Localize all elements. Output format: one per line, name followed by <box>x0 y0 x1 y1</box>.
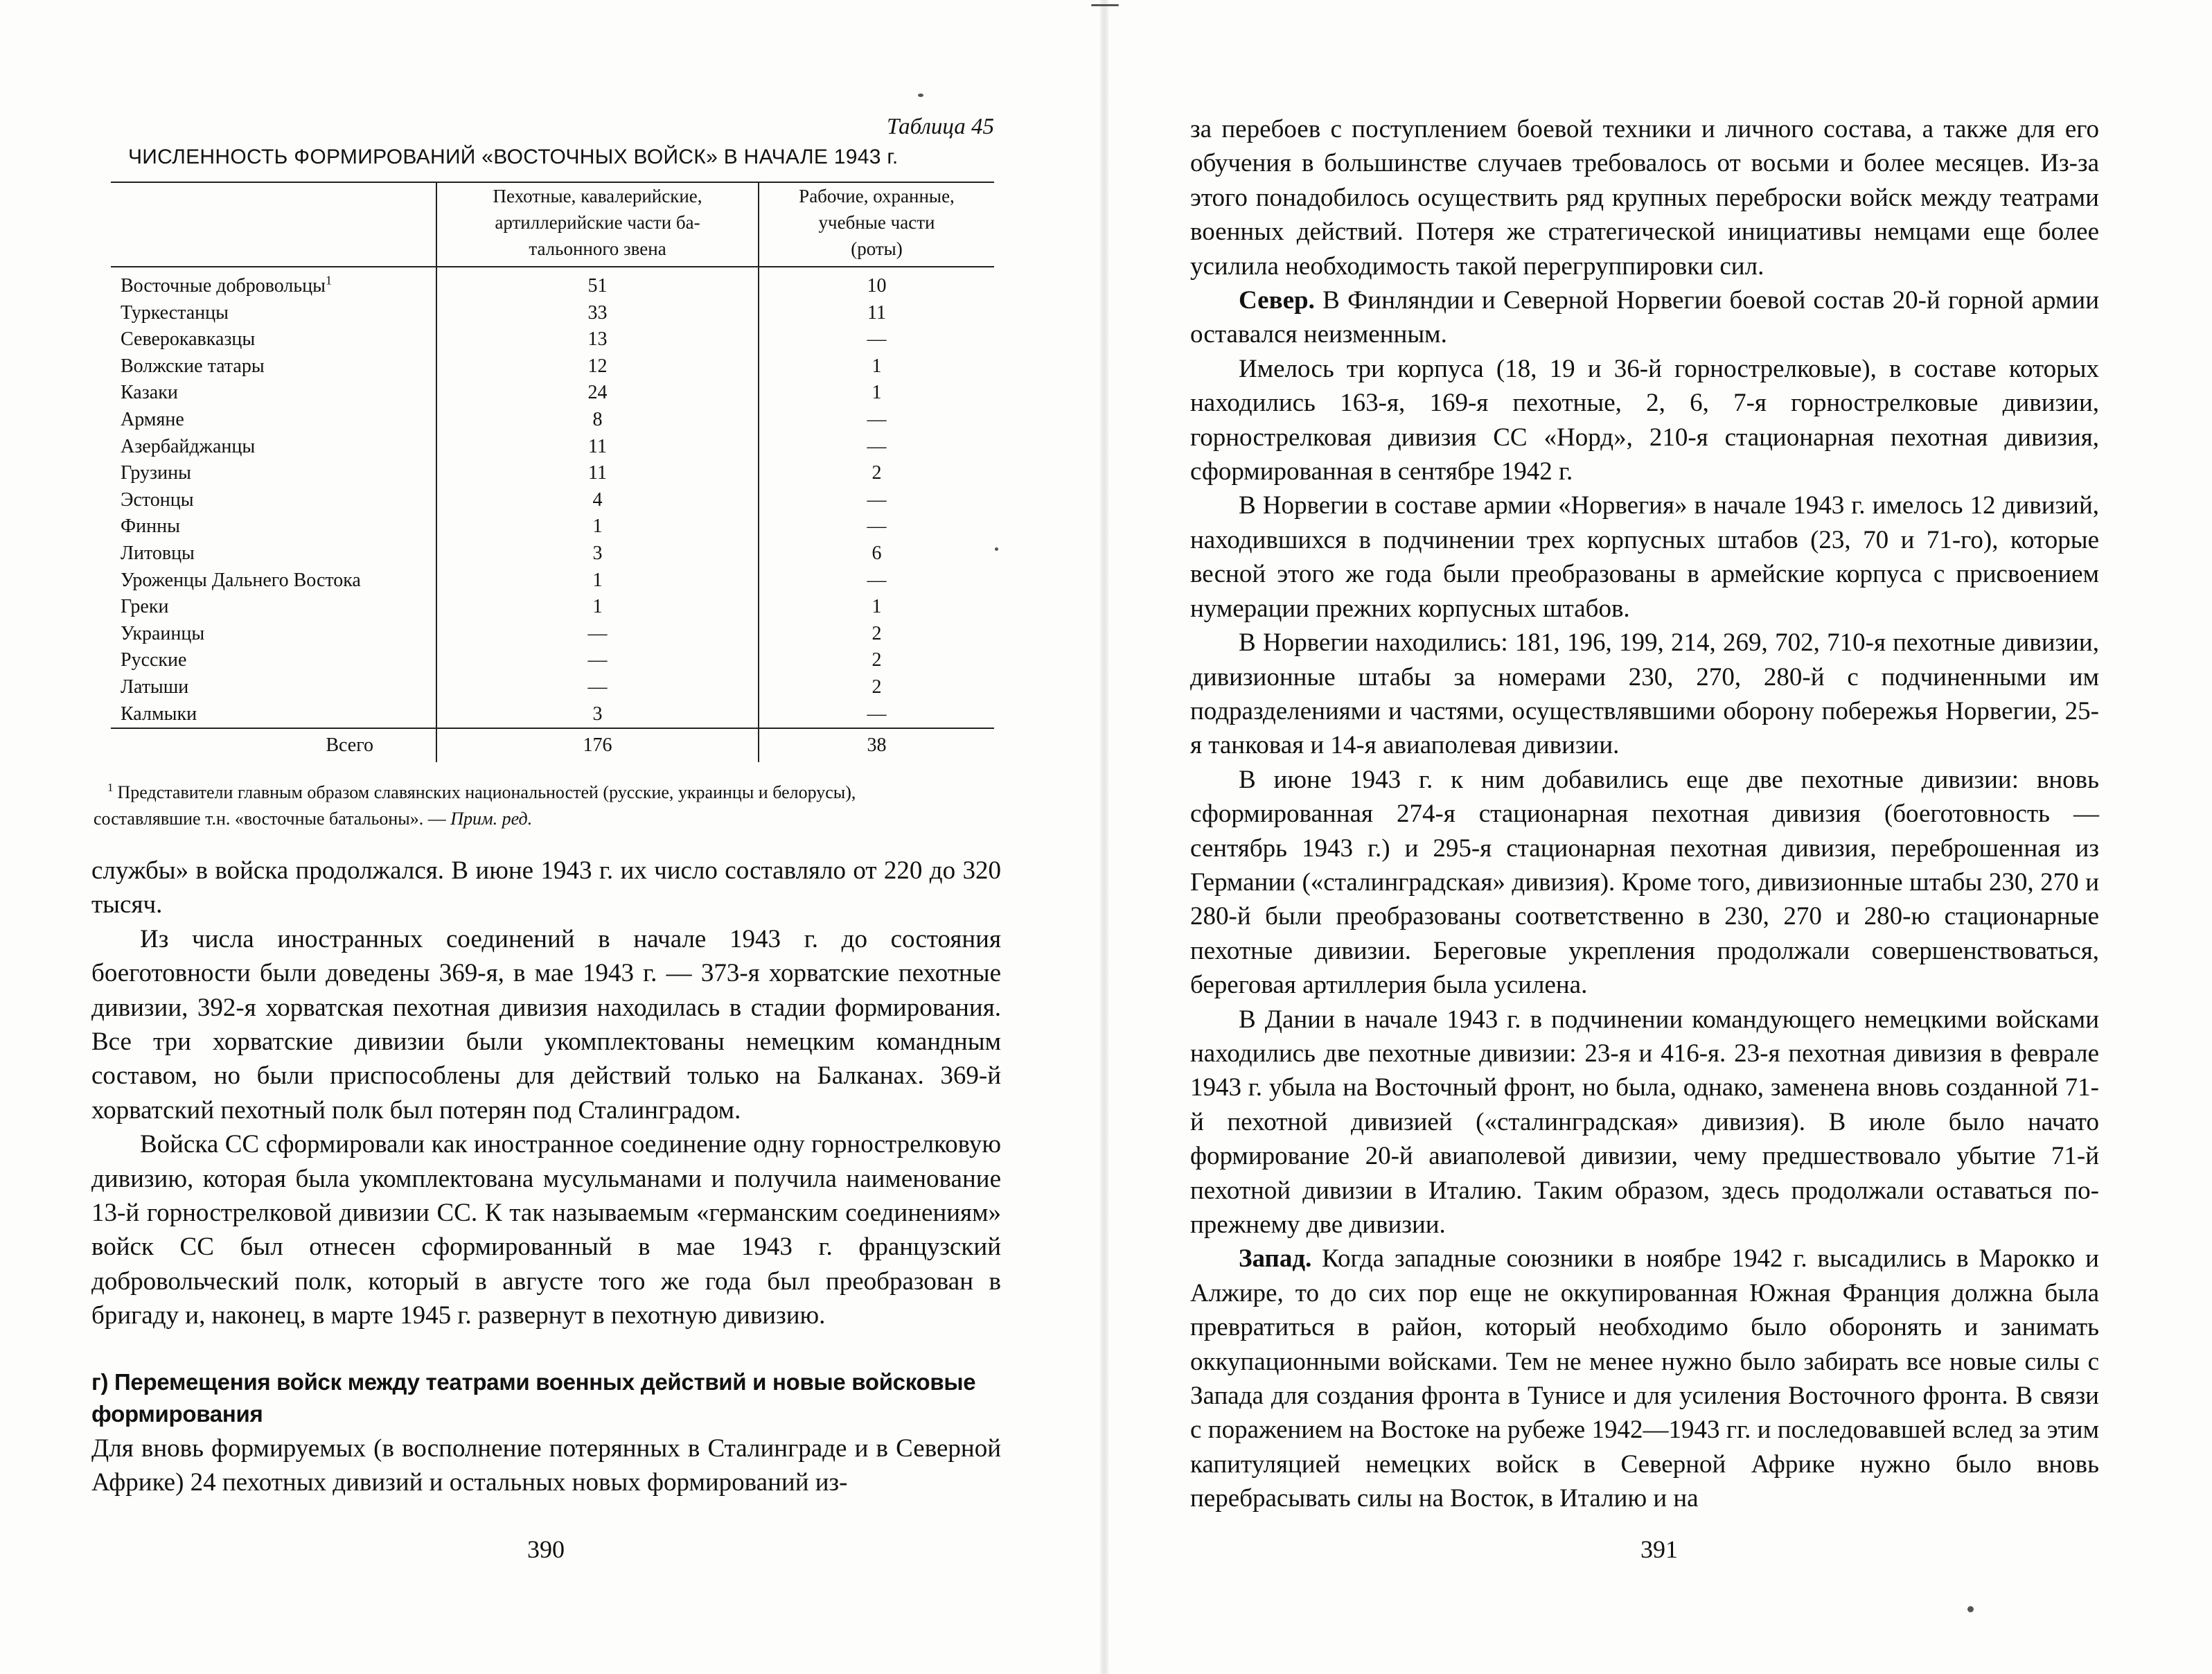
table-row <box>111 621 994 648</box>
row-name <box>111 567 436 594</box>
row-companies: — <box>759 434 994 461</box>
row-footnote-mark: 1 <box>325 273 332 288</box>
paragraph-text: В Финляндии и Северной Норвегии боевой состав 20-й горной армии оставался неизменным. <box>1190 286 2099 349</box>
row-name-text: Северокавказцы <box>121 328 256 351</box>
section-heading: г) Перемещения войск между театрами военных действий и новые войсковые формирования <box>91 1369 976 1427</box>
row-name-text: Латыши <box>121 676 189 698</box>
row-battalions: 3 <box>436 701 759 729</box>
row-name-text: Греки <box>121 596 169 618</box>
row-name-text: Литовцы <box>121 542 195 564</box>
left-after-heading-text <box>91 1431 1001 1500</box>
paragraph-text: В Норвегии находились: 181, 196, 199, 214, 269, 702, 710-я пехотные дивизии, дивизионные штабы за номерами 230, 270, 280-й с подчиненными им подразделениями и частями, осуществлявшими оборону побережья Норвегии, 25-я танковая и 14-я авиаполевая дивизии. <box>1190 628 2099 760</box>
row-name-text: Уроженцы Дальнего Востока <box>121 569 361 591</box>
row-companies: 1 <box>759 594 994 621</box>
row-battalions: 4 <box>436 487 759 514</box>
table-title: ЧИСЛЕННОСТЬ ФОРМИРОВАНИЙ «ВОСТОЧНЫХ ВОЙСК» В НАЧАЛЕ 1943 г. <box>128 146 899 168</box>
right-paragraph-8 <box>1190 1242 2099 1515</box>
paragraph-text: за перебоев с поступлением боевой техники и личного состава, а также для его обучения в большинстве случаев требовалось от восьми и более месяцев. Из-за этого понадобилось осуществить ряд крупных переброски войск между театрами военных действий. Потеря же стратегической инициативы немцами еще более усилила необходимость такой перегруппировки сил. <box>1190 115 2099 281</box>
row-battalions: — <box>436 647 759 674</box>
right-paragraph-3 <box>1190 352 2099 489</box>
table-footnote <box>94 779 994 832</box>
left-paragraph-1: службы» в войска продолжался. В июне 1943 г. их число составляло от 220 до 320 тысяч. <box>91 856 1001 919</box>
scan-speck <box>1091 4 1119 6</box>
row-battalions: 51 <box>436 267 759 300</box>
row-companies: — <box>759 513 994 540</box>
row-companies: 2 <box>759 647 994 674</box>
header-col2-line2: артиллерийские части ба- <box>495 212 700 233</box>
row-name <box>111 434 436 461</box>
row-name-text: Русские <box>121 649 187 671</box>
formations-table <box>111 182 994 762</box>
row-battalions: — <box>436 621 759 648</box>
right-body-text <box>1190 112 2099 1516</box>
row-name <box>111 300 436 327</box>
paragraph-text: Имелось три корпуса (18, 19 и 36-й горнострелковые), в составе которых находились 163-я, 169-я пехотные, 2, 6, 7-я горнострелковые дивизии, горнострелковая дивизия СС «Норд», 210-я стационарная пехотная дивизия, сформированная в сентябре 1942 г. <box>1190 354 2099 486</box>
right-paragraph-2 <box>1190 283 2099 352</box>
table-row <box>111 594 994 621</box>
right-paragraph-6 <box>1190 763 2099 1003</box>
table-row <box>111 674 994 701</box>
table-row <box>111 647 994 674</box>
footnote-editor-note: Прим. ред. <box>450 809 533 829</box>
right-paragraph-7 <box>1190 1003 2099 1242</box>
table-body <box>111 267 994 728</box>
row-companies: 2 <box>759 460 994 487</box>
paragraph-lead: Запад. <box>1239 1244 1312 1274</box>
row-name-text: Грузины <box>121 462 191 484</box>
row-name-text: Украинцы <box>121 622 205 644</box>
row-companies: — <box>759 407 994 434</box>
row-name <box>111 487 436 514</box>
row-battalions: 1 <box>436 567 759 594</box>
row-battalions: 11 <box>436 460 759 487</box>
table-row <box>111 701 994 729</box>
row-name-text: Эстонцы <box>121 488 194 511</box>
row-name <box>111 353 436 380</box>
scan-speck <box>995 547 998 551</box>
row-name-text: Восточные добровольцы <box>121 275 326 297</box>
table-row <box>111 300 994 327</box>
table-row <box>111 513 994 540</box>
paragraph-text: В июне 1943 г. к ним добавились еще две пехотные дивизии: вновь сформированная 274-я стационарная пехотная дивизия (боеготовность — сентябрь 1943 г.) и 295-я стационарная пехотная дивизия, переброшенная из Германии («сталинградская» дивизия). Кроме того, дивизионные штабы 230, 270 и 280-й были преобразованы соответственно в 230, 270 и 280-ю стационарные пехотные дивизии. Береговые укрепления продолжали совершенствоваться, береговая артиллерия была усилена. <box>1190 765 2099 1000</box>
row-battalions: 1 <box>436 594 759 621</box>
table-header-row <box>111 182 994 267</box>
row-name-text: Армяне <box>121 408 184 430</box>
paragraph-lead: Север. <box>1239 286 1315 315</box>
row-battalions: 1 <box>436 513 759 540</box>
row-name-text: Волжские татары <box>121 355 265 377</box>
row-companies: 1 <box>759 380 994 407</box>
row-battalions: 13 <box>436 326 759 353</box>
row-name <box>111 267 436 300</box>
row-companies: 1 <box>759 353 994 380</box>
row-companies: — <box>759 487 994 514</box>
row-companies: — <box>759 326 994 353</box>
row-name <box>111 460 436 487</box>
row-companies: 2 <box>759 621 994 648</box>
header-col3-line2: учебные части <box>818 212 935 233</box>
row-battalions: 24 <box>436 380 759 407</box>
row-companies: 10 <box>759 267 994 300</box>
page-number-left: 390 <box>527 1535 565 1563</box>
table-row <box>111 434 994 461</box>
row-companies: 2 <box>759 674 994 701</box>
header-col3 <box>759 182 994 267</box>
left-paragraph-2: Из числа иностранных соединений в начале 1943 г. до состояния боеготовности были доведены 369-я, в мае 1943 г. — 373-я хорватские пехотные дивизии, 392-я хорватская пехотная дивизия находилась в стадии формирования. Все три хорватские дивизии были укомплектованы немецким командным составом, но были приспособлены для действий только на Балканах. 369-й хорватский пехотный полк был потерян под Сталинградом. <box>91 924 1001 1125</box>
footnote-text-line2: составлявшие т.н. «восточные батальоны». — <box>94 809 446 829</box>
header-col1 <box>111 182 436 267</box>
row-companies: 11 <box>759 300 994 327</box>
footnote-line2 <box>94 806 994 832</box>
row-name <box>111 326 436 353</box>
row-name <box>111 380 436 407</box>
header-col3-line1: Рабочие, охранные, <box>799 186 955 206</box>
footnote-line1 <box>94 779 994 806</box>
footnote-mark: 1 <box>107 781 114 795</box>
table-row <box>111 540 994 567</box>
row-battalions: 33 <box>436 300 759 327</box>
left-body-text <box>91 854 1001 1333</box>
table-label: Таблица 45 <box>887 114 994 139</box>
right-paragraph-1 <box>1190 112 2099 283</box>
table-row <box>111 407 994 434</box>
right-paragraph-4 <box>1190 488 2099 626</box>
row-battalions: 3 <box>436 540 759 567</box>
header-col2 <box>436 182 759 267</box>
left-paragraph-4: Для вновь формируемых (в восполнение потерянных в Сталинграде и в Северной Африке) 24 пехотных дивизий и остальных новых формирований из- <box>91 1434 1001 1497</box>
row-name <box>111 647 436 674</box>
paragraph-text: В Дании в начале 1943 г. в подчинении командующего немецкими войсками находились две пехотные дивизии: 23-я и 416-я. 23-я пехотная дивизия в феврале 1943 г. убыла на Восточный фронт, но была, однако, заменена вновь созданной 71-й пехотной дивизией («сталинградская» дивизия). В июле было начато формирование 20-й авиаполевой дивизии, чему предшествовало убытие 71-й пехотной дивизии в Италию. Таким образом, здесь продолжали оставаться по-прежнему две дивизии. <box>1190 1005 2099 1239</box>
row-battalions: 8 <box>436 407 759 434</box>
header-col2-line1: Пехотные, кавалерийские, <box>493 186 702 206</box>
row-name-text: Туркестанцы <box>121 301 229 324</box>
row-name-text: Калмыки <box>121 703 197 725</box>
right-paragraph-5 <box>1190 626 2099 763</box>
total-companies: 38 <box>759 728 994 762</box>
row-battalions: 12 <box>436 353 759 380</box>
row-companies: 6 <box>759 540 994 567</box>
row-companies: — <box>759 701 994 729</box>
row-name-text: Финны <box>121 516 180 538</box>
row-battalions: — <box>436 674 759 701</box>
table-row <box>111 567 994 594</box>
left-page <box>0 0 1101 1674</box>
scan-speck <box>1967 1606 1974 1612</box>
row-name <box>111 540 436 567</box>
table-row <box>111 326 994 353</box>
row-name <box>111 621 436 648</box>
header-col2-line3: тальонного звена <box>529 238 666 259</box>
paragraph-text: В Норвегии в составе армии «Норвегия» в начале 1943 г. имелось 12 дивизий, находившихся в подчинении трех корпусных штабов (23, 70 и 71-го), которые весной этого же года были преобразованы в армейские корпуса с присвоением нумерации прежних корпусных штабов. <box>1190 491 2099 623</box>
table-row <box>111 460 994 487</box>
left-paragraph-3: Войска СС сформировали как иностранное соединение одну горнострелковую дивизию, которая была укомплектована мусульманами и получила наименование 13-й горнострелковой дивизии СС. К так называемым «германским соединениям» войск СС был отнесен сформированный в мае 1943 г. французский добровольческий полк, который в августе того же года был преобразован в бригаду и, наконец, в марте 1945 г. развернут в пехотную дивизию. <box>91 1130 1001 1330</box>
row-name-text: Казаки <box>121 382 178 404</box>
row-name <box>111 594 436 621</box>
row-name <box>111 407 436 434</box>
row-name <box>111 513 436 540</box>
row-name <box>111 674 436 701</box>
table-total-row <box>111 728 994 762</box>
row-name-text: Азербайджанцы <box>121 435 256 457</box>
paragraph-text: Когда западные союзники в ноябре 1942 г. высадились в Марокко и Алжире, то до сих пор еще не оккупированная Южная Франция должна была превратиться в район, который необходимо было оборонять и занимать оккупационными войсками. Тем не менее нужно было забирать все новые силы с Запада для создания фронта в Тунисе и для усиления Восточного фронта. В связи с поражением на Востоке на рубеже 1942—1943 гг. и последовавшей вслед за этим капитуляцией немецких войск в Северной Африке нужно было вновь перебрасывать силы на Восток, в Италию и на <box>1190 1244 2099 1513</box>
scan-speck <box>918 94 923 97</box>
table-row <box>111 267 994 300</box>
row-name <box>111 701 436 729</box>
table-row <box>111 380 994 407</box>
row-battalions: 11 <box>436 434 759 461</box>
table-row <box>111 487 994 514</box>
row-companies: — <box>759 567 994 594</box>
footnote-text-line1: Представители главным образом славянских национальностей (русские, украинцы и белорусы), <box>117 782 856 802</box>
total-battalions: 176 <box>436 728 759 762</box>
page-number-right: 391 <box>1640 1535 1678 1563</box>
table-row <box>111 353 994 380</box>
total-label: Всего <box>111 728 436 762</box>
header-col3-line3: (роты) <box>851 238 903 259</box>
